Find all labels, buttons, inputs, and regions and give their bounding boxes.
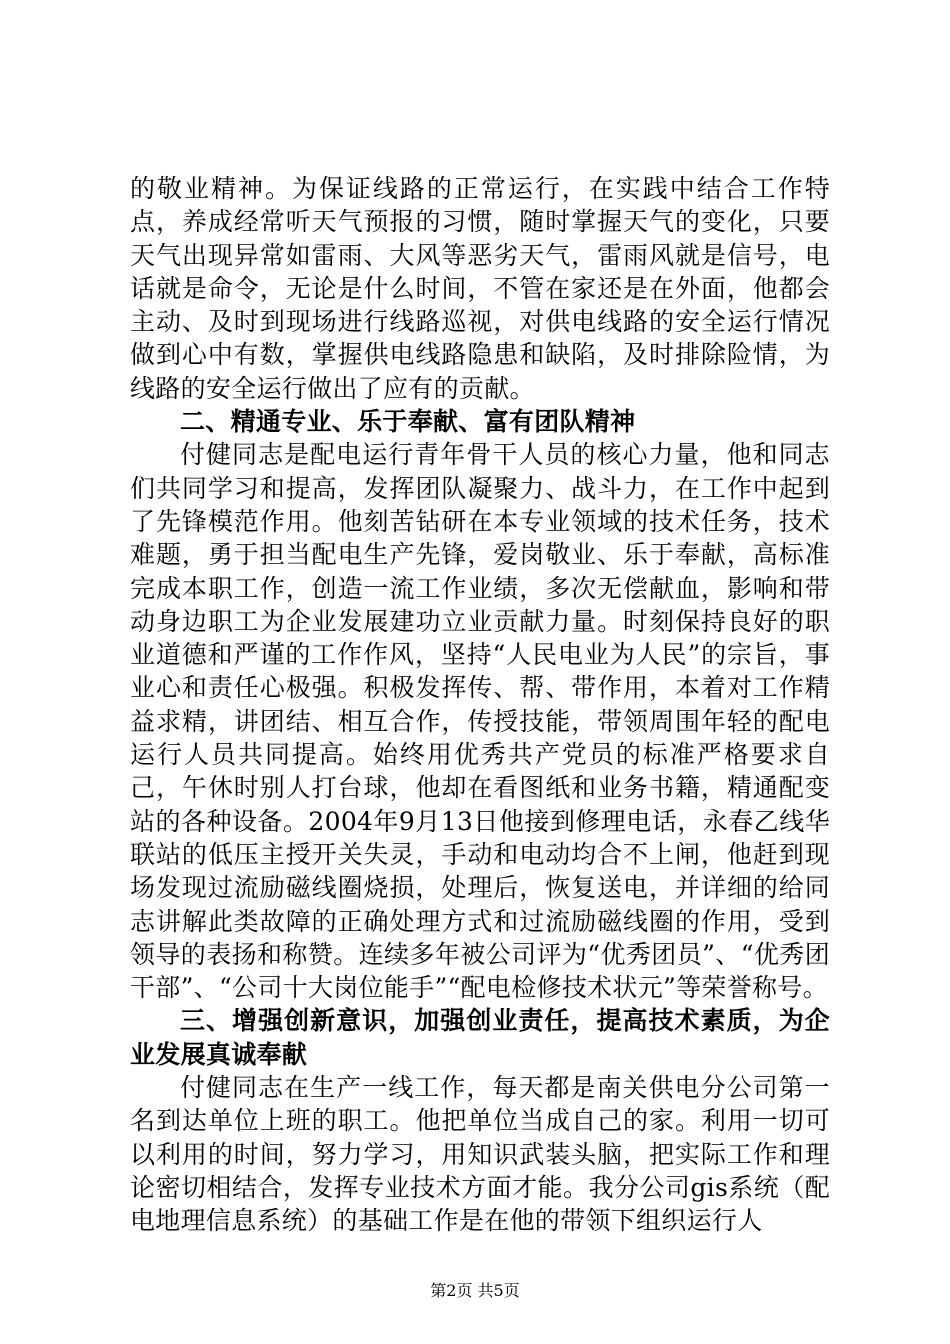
section-heading-2: 二、精通专业、乐于奉献、富有团队精神 xyxy=(180,407,636,437)
paragraph-section-2: 付健同志是配电运行青年骨干人员的核心力量，他和同志们共同学习和提高，发挥团队凝聚力、战斗力，在工作中起到了先锋模范作用。他刻苦钻研在本专业领域的技术任务，技术难题，勇于担当配电生产先锋，爱岗敬业、乐于奉献，高标准完成本职工作，创造一流工作业绩，多次无偿献血，影响和带动身边职工为企业发展建功立业贡献力量。时刻保持良好的职业道德和严谨的工作作风，坚持“人民电业为人民”的宗旨，事业心和责任心极强。积极发挥传、帮、带作用，本着对工作精益求精，讲团结、相互合作，传授技能，带领周围年轻的配电运行人员共同提高。始终用优秀共产党员的标准严格要求自己，午休时别人打台球，他却在看图纸和业务书籍，精通配变站的各种设备。2004年9月13日他接到修理电话，永春乙线华联站的低压主授开关失灵，手动和电动均合不上闸，他赶到现场发现过流励磁线圈烧损，处理后，恢复送电，并详细的给同志讲解此类故障的正确处理方式和过流励磁线圈的作用，受到领导的表扬和称赞。连续多年被公司评为“优秀团员”、“优秀团干部”、“公司十大岗位能手”“配电检修技术状元”等荣誉称号。 xyxy=(130,440,830,1003)
paragraph-intro: 的敬业精神。为保证线路的正常运行，在实践中结合工作特点，养成经常听天气预报的习惯，随时掌握天气的变化，只要天气出现异常如雷雨、大风等恶劣天气，雷雨风就是信号，电话就是命令，无论是什么时间，不管在家还是在外面，他都会主动、及时到现场进行线路巡视，对供电线路的安全运行情况做到心中有数，掌握供电线路隐患和缺陷，及时排除险情，为线路的安全运行做出了应有的贡献。 xyxy=(130,174,830,403)
paragraph-section-3: 付健同志在生产一线工作，每天都是南关供电分公司第一名到达单位上班的职工。他把单位当成自己的家。利用一切可以利用的时间，努力学习，用知识武装头脑，把实际工作和理论密切相结合，发挥专业技术方面才能。我分公司gis系统（配电地理信息系统）的基础工作是在他的带领下组织运行人 xyxy=(130,1073,830,1236)
page-number-footer: 第2页 共5页 xyxy=(430,1281,520,1300)
section-heading-3: 三、增强创新意识，加强创业责任，提高技术素质，为企业发展真诚奉献 xyxy=(130,1006,830,1069)
document-body xyxy=(130,172,830,1238)
